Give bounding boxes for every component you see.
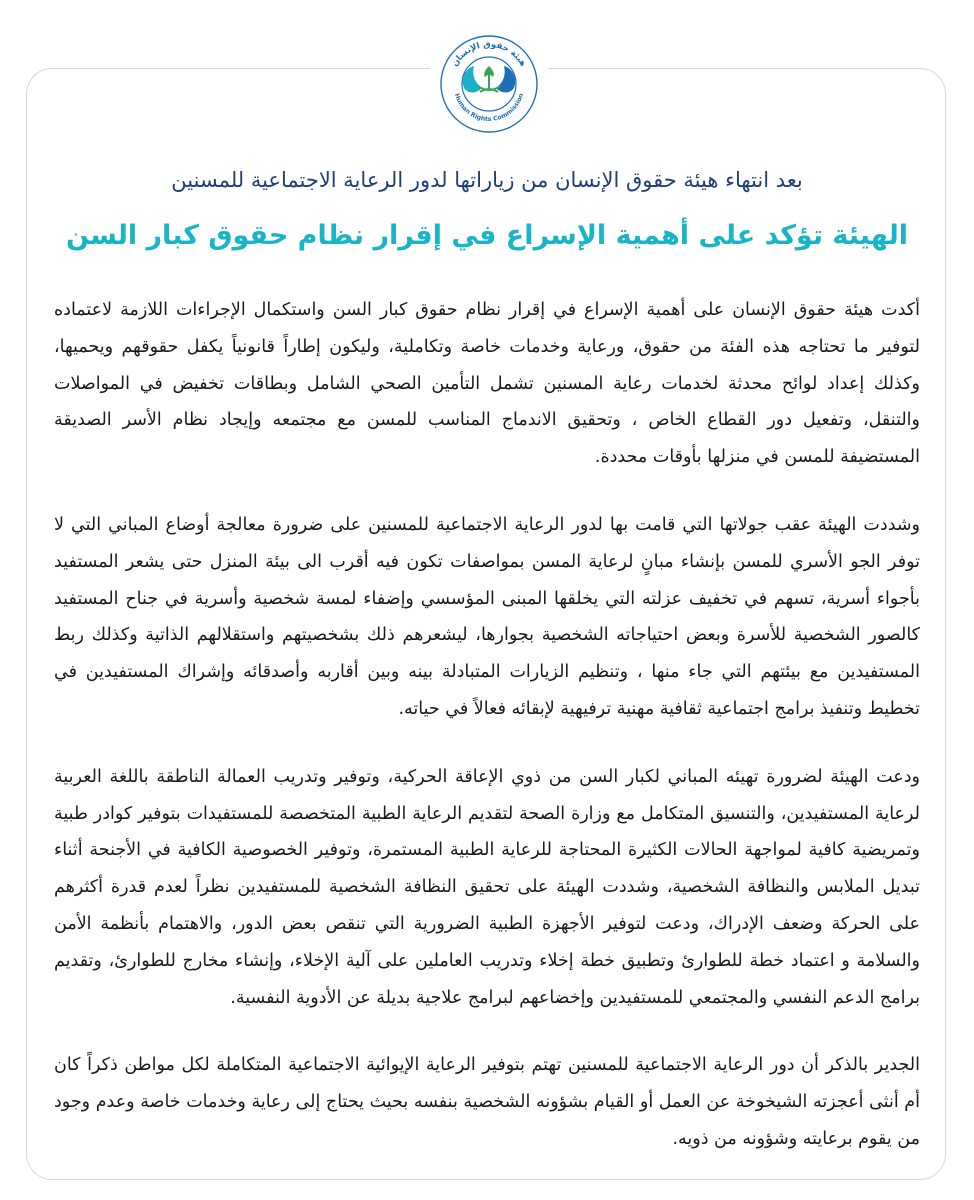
logo-emblem-icon — [430, 22, 548, 146]
logo-arabic-name: هيئة حقوق الإنسان — [450, 39, 528, 69]
body-paragraph-2: وشددت الهيئة عقب جولاتها التي قامت بها لدور الرعاية الاجتماعية للمسنين على ضرورة معالجة أوضاع المباني التي لا توفر الجو الأسري للمسن بإنشاء مبانٍ لرعاية المسن بمواصفات تكون فيه أقرب الى بيئة المنزل حتى يشعر المستفيد بأجواء أسرية، تسهم في تخفيف عزلته التي يخلقها المبنى المؤسسي وإضفاء لمسة شخصية وأسرية في جناح المستفيد كالصور الشخصية للأسرة وبعض احتياجاته الشخصية بجوارها، ليشعرهم ذلك بشخصيتهم واستقلالهم الذاتية وكذلك ربط المستفيدين مع بيئتهم التي جاء منها ، وتنظيم الزيارات المتبادلة بينه وبين أقاربه وأصدقائه وإشراك المستفيدين في تخطيط وتنفيذ برامج اجتماعية ثقافية مهنية ترفيهية لإبقائه فعالاً في حياته. — [54, 514, 920, 719]
body-paragraph-4: الجدير بالذكر أن دور الرعاية الاجتماعية للمسنين تهتم بتوفير الرعاية الإيوائية الاجتماعية المتكاملة لكل مواطن ذكراً كان أم أنثى أعجزته الشيخوخة عن العمل أو القيام بشؤونه الشخصية بنفسه بحيث يحتاج إلى رعاية وخدمات خاصة وعدم وجود من يقوم برعايته وشؤونه من ذويه. — [54, 1055, 920, 1149]
article-subtitle: بعد انتهاء هيئة حقوق الإنسان من زياراتها لدور الرعاية الاجتماعية للمسنين — [171, 168, 803, 192]
body-paragraph-3: ودعت الهيئة لضرورة تهيئه المباني لكبار السن من ذوي الإعاقة الحركية، وتوفير وتدريب العمالة الناطقة باللغة العربية لرعاية المستفيدين، والتنسيق المتكامل مع وزارة الصحة لتقديم الرعاية الطبية المتخصصة للمستفيدات بتوفير كوادر طبية وتمريضية كافية لمواجهة الحالات الكثيرة المحتاجة للرعاية الطبية المستمرة، وتوفير الخصوصية الكافية في الأجنحة أثناء تبديل الملابس والنظافة الشخصية، وشددت الهيئة على تحقيق النظافة الشخصية للمستفيدين نظراً لعدم قدرة أكثرهم على الحركة وضعف الإدراك، ودعت لتوفير الأجهزة الطبية الضرورية التي تنقص بعض الدور، والاهتمام بأنظمة الأمن والسلامة و اعتماد خطة للطوارئ وتطبيق خطة إخلاء وتدريب العاملين على آلية الإخلاء، وإنشاء مخارج للطوارئ، وتقديم برامج الدعم النفسي والمجتمعي للمستفيدين وإخضاعهم لبرامج علاجية بديلة عن الأدوية النفسية. — [54, 766, 920, 1008]
article — [54, 162, 920, 1189]
logo-english-name: Human Rights Commission — [452, 92, 526, 124]
article-title: الهيئة تؤكد على أهمية الإسراع في إقرار نظام حقوق كبار السن — [65, 220, 909, 251]
body-paragraph-1: أكدت هيئة حقوق الإنسان على أهمية الإسراع في إقرار نظام حقوق كبار السن واستكمال الإجراءات اللازمة لاعتماده لتوفير ما تحتاجه هذه الفئة من حقوق، ورعاية وخدمات خاصة وتكاملية، وليكون إطاراً قانونياً يكفل حقوقهم ويحميها، وكذلك إعداد لوائح محدثة لخدمات رعاية المسنين تشمل التأمين الصحي الشامل وبطاقات تخفيض في المواصلات والتنقل، وتفعيل دور القطاع الخاص ، وتحقيق الاندماج المناسب للمسن مع مجتمعه وإيجاد نظام الأسر الصديقة المستضيفة للمسن في منزلها بأوقات محددة. — [54, 300, 920, 468]
human-rights-commission-logo — [430, 22, 548, 146]
